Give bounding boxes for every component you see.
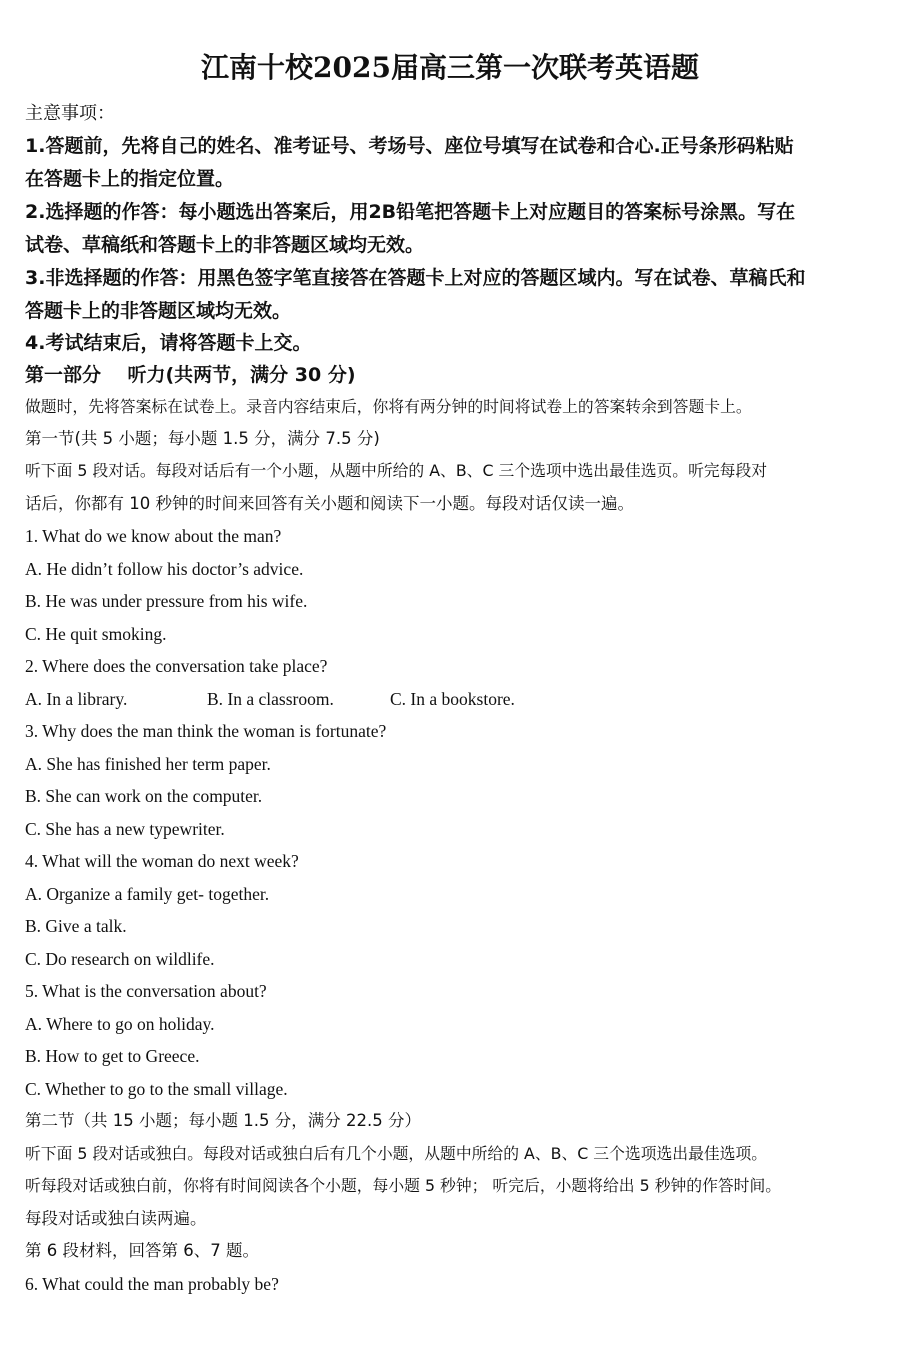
q5-option-b: B. How to get to Greece. (25, 1046, 200, 1066)
notice-heading: 主意事项： (25, 103, 115, 124)
section2-heading: 第二节（共 15 小题；每小题 1.5 分，满分 22.5 分） (25, 1111, 421, 1130)
part1-instruction: 做题时，先将答案标在试卷上。录音内容结束后，你将有两分钟的时间将试卷上的答案转余到答题卡上。 (25, 397, 752, 416)
q2-option-a: A. In a library. (25, 689, 128, 709)
q5-stem: 5. What is the conversation about? (25, 981, 267, 1001)
q4-option-a: A. Organize a family get- together. (25, 884, 270, 904)
q3-option-c: C. She has a new typewriter. (25, 819, 225, 839)
notice-item-2-cont: 试卷、草稿纸和答题卡上的非答题区域均无效。 (25, 234, 425, 256)
section2-desc-1: 听下面 5 段对话或独白。每段对话或独白后有几个小题，从题中所给的 A、B、C 三个选项选出最佳选项。 (25, 1144, 768, 1163)
q5-option-c: C. Whether to go to the small village. (25, 1079, 288, 1099)
q2-options (25, 683, 880, 715)
q2-option-c: C. In a bookstore. (390, 689, 515, 709)
notice-item-1-cont: 在答题卡上的指定位置。 (25, 168, 235, 190)
q3-stem: 3. Why does the man think the woman is fortunate? (25, 721, 387, 741)
section2-desc-3: 每段对话或独白读两遍。 (25, 1209, 207, 1228)
q4-stem: 4. What will the woman do next week? (25, 851, 299, 871)
q2-stem: 2. Where does the conversation take place? (25, 656, 328, 676)
q5-option-a: A. Where to go on holiday. (25, 1014, 215, 1034)
q1-option-c: C. He quit smoking. (25, 624, 167, 644)
notice-item-4: 4.考试结束后，请将答题卡上交。 (25, 332, 312, 354)
notice-item-2: 2.选择题的作答：每小题选出答案后，用2B铅笔把答题卡上对应题目的答案标号涂黑。写在 (25, 201, 796, 223)
notice-item-1: 1.答题前，先将自己的姓名、准考证号、考场号、座位号填写在试卷和合心.正号条形码粘贴 (25, 135, 794, 157)
material-6-heading: 第 6 段材料，回答第 6、7 题。 (25, 1241, 259, 1260)
exam-title: 江南十校2025届高三第一次联考英语题 (201, 51, 699, 84)
q1-option-a: A. He didn’t follow his doctor’s advice. (25, 559, 304, 579)
q3-option-b: B. She can work on the computer. (25, 786, 263, 806)
section1-desc-2: 话后，你都有 10 秒钟的时间来回答有关小题和阅读下一小题。每段对话仅读一遍。 (25, 494, 634, 513)
section1-desc-1: 听下面 5 段对话。每段对话后有一个小题，从题中所给的 A、B、C 三个选项中选出最佳选页。听完每段对 (25, 461, 768, 480)
part1-heading: 第一部分 听力(共两节，满分 30 分) (25, 364, 356, 386)
q1-stem: 1. What do we know about the man? (25, 526, 282, 546)
q3-option-a: A. She has finished her term paper. (25, 754, 271, 774)
notice-item-3: 3.非选择题的作答：用黑色签字笔直接答在答题卡上对应的答题区域内。写在试卷、草稿氏和 (25, 267, 806, 289)
q1-option-b: B. He was under pressure from his wife. (25, 591, 308, 611)
q4-option-c: C. Do research on wildlife. (25, 949, 215, 969)
q2-option-b: B. In a classroom. (207, 689, 334, 709)
section2-desc-2: 听每段对话或独白前，你将有时间阅读各个小题，每小题 5 秒钟； 听完后，小题将给出 5 秒钟的作答时间。 (25, 1176, 782, 1195)
section1-heading: 第一节(共 5 小题；每小题 1.5 分，满分 7.5 分) (25, 429, 380, 448)
q6-stem: 6. What could the man probably be? (25, 1274, 279, 1294)
notice-item-3-cont: 答题卡上的非答题区域均无效。 (25, 300, 292, 322)
q4-option-b: B. Give a talk. (25, 916, 127, 936)
